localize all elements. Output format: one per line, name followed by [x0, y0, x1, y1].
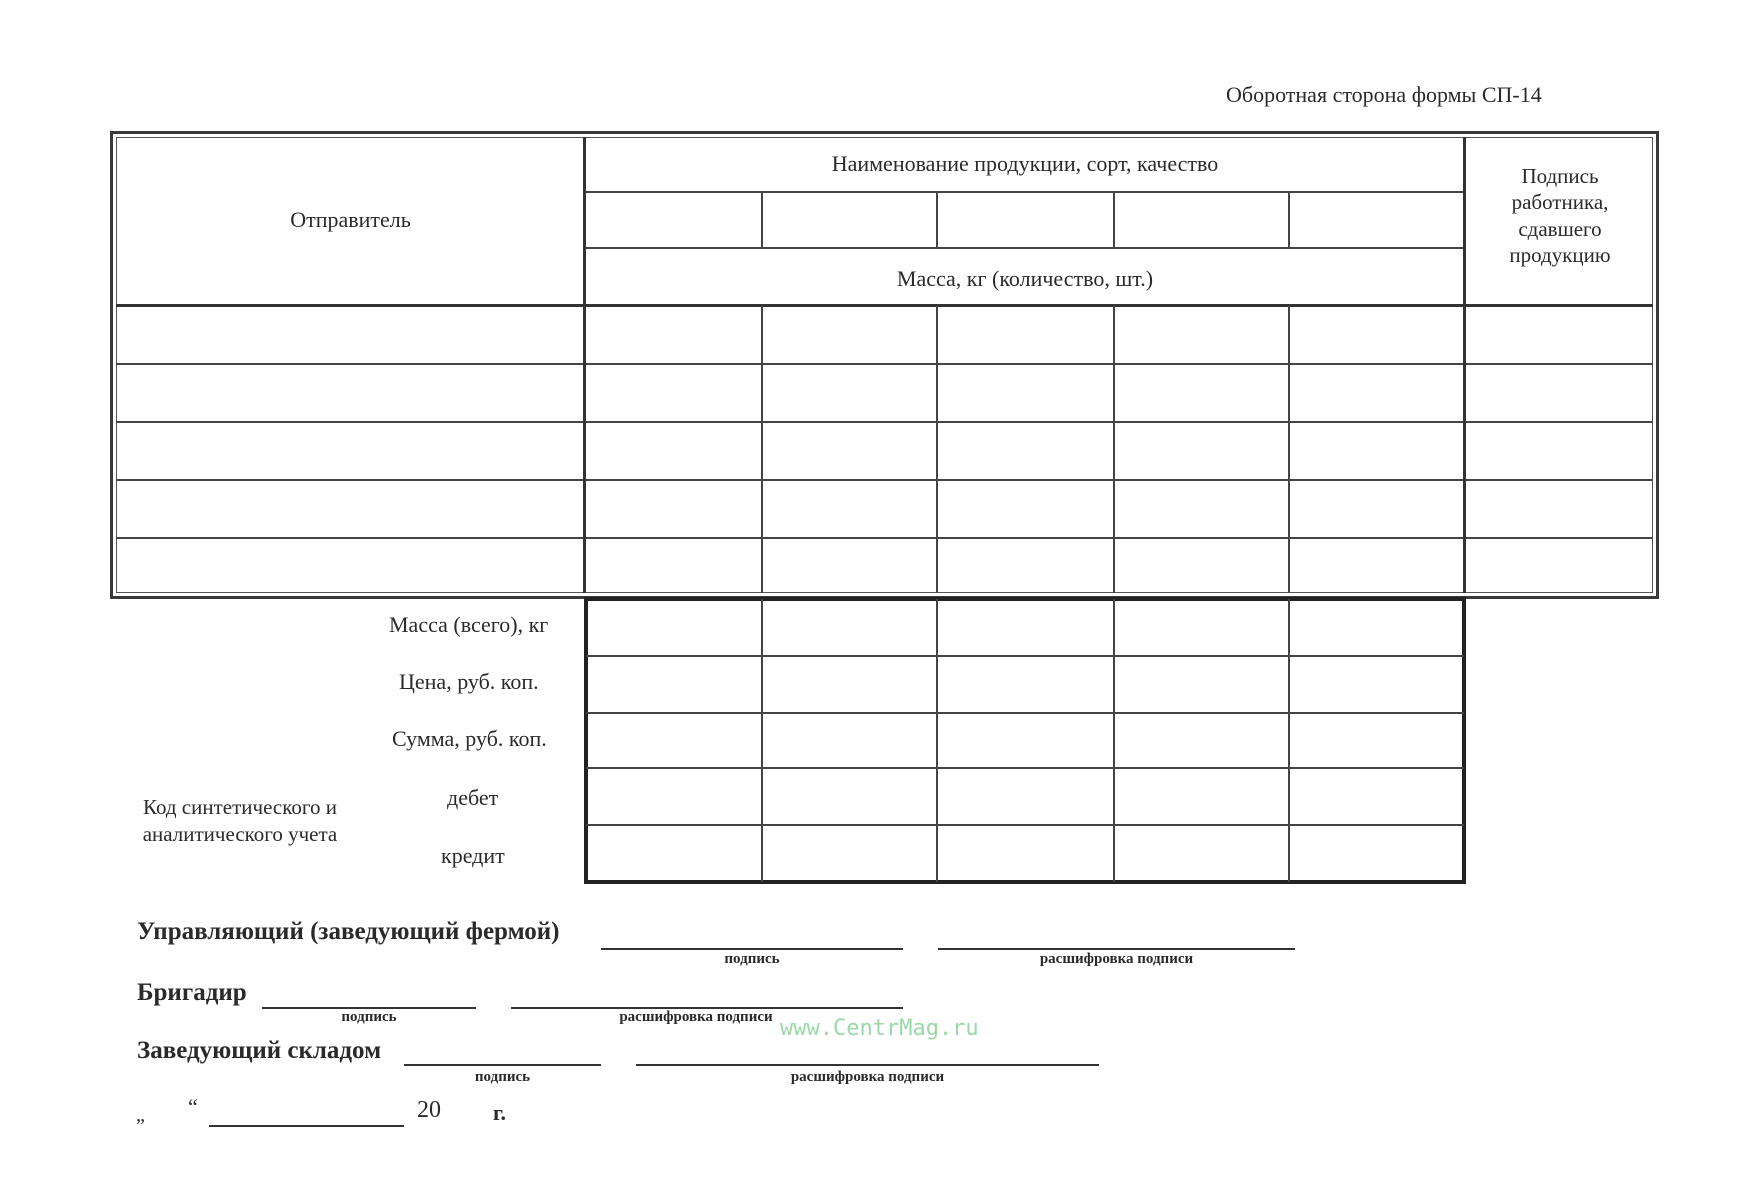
summary-col-divider	[1113, 599, 1115, 882]
data-col-divider	[1113, 305, 1115, 593]
row-divider	[116, 363, 1653, 365]
manager-label: Управляющий (заведующий фермой)	[137, 918, 560, 945]
row-divider	[116, 537, 1653, 539]
data-col-divider	[936, 305, 938, 593]
summary-col-divider	[1288, 599, 1290, 882]
manager-signature-caption: подпись	[724, 951, 780, 967]
warehouse-signature-line[interactable]	[404, 1064, 601, 1066]
summary-row-divider	[586, 712, 1464, 714]
sender-column-divider	[583, 137, 586, 593]
product-subcol-divider	[1288, 191, 1290, 247]
summary-col-divider	[936, 599, 938, 882]
brigadier-signature-caption: подпись	[341, 1009, 397, 1025]
date-day-month-line[interactable]	[209, 1125, 404, 1127]
debit-label: дебет	[447, 785, 499, 810]
summary-table-border	[584, 597, 1466, 884]
mass-header: Масса, кг (количество, шт.)	[896, 266, 1154, 291]
credit-label: кредит	[441, 843, 505, 868]
row-divider	[116, 479, 1653, 481]
manager-signature-line[interactable]	[601, 948, 903, 950]
data-col-divider	[761, 305, 763, 593]
account-code-label: Код синтетического и аналитического учета	[142, 795, 338, 847]
date-quote-close: “	[188, 1094, 198, 1119]
row-divider	[116, 421, 1653, 423]
summary-row-divider	[586, 824, 1464, 826]
warehouse-signature-caption: подпись	[474, 1069, 531, 1085]
summary-col-divider	[761, 599, 763, 882]
summary-row-divider	[586, 767, 1464, 769]
warehouse-decoding-caption: расшифровка подписи	[790, 1069, 945, 1085]
product-subcol-divider	[1113, 191, 1115, 247]
watermark: www.CentrMag.ru	[780, 1016, 979, 1041]
signature-column-divider	[1463, 137, 1466, 593]
signature-header: Подпись работника, сдавшего продукцию	[1509, 164, 1611, 267]
product-subcol-divider	[761, 191, 763, 247]
mass-total-label: Масса (всего), кг	[389, 612, 549, 637]
summary-row-divider	[586, 655, 1464, 657]
price-label: Цена, руб. коп.	[399, 669, 539, 694]
data-col-divider	[1288, 305, 1290, 593]
mass-header-divider	[585, 247, 1465, 249]
date-year-suffix: г.	[493, 1100, 507, 1125]
date-quote-open: „	[136, 1104, 145, 1126]
product-subcol-divider	[936, 191, 938, 247]
brigadier-label: Бригадир	[137, 979, 247, 1006]
warehouse-decoding-line[interactable]	[636, 1064, 1099, 1066]
brigadier-decoding-caption: расшифровка подписи	[619, 1009, 773, 1025]
date-year-prefix: 20	[417, 1097, 441, 1123]
sum-label: Сумма, руб. коп.	[392, 726, 547, 751]
product-header: Наименование продукции, сорт, качество	[831, 151, 1219, 176]
header-divider	[116, 304, 1653, 307]
product-header-divider	[585, 191, 1465, 193]
manager-decoding-caption: расшифровка подписи	[1039, 951, 1194, 967]
form-side-note: Оборотная сторона формы СП-14	[1226, 82, 1542, 107]
manager-decoding-line[interactable]	[938, 948, 1295, 950]
warehouse-label: Заведующий складом	[137, 1037, 382, 1064]
sender-header: Отправитель	[290, 207, 411, 232]
